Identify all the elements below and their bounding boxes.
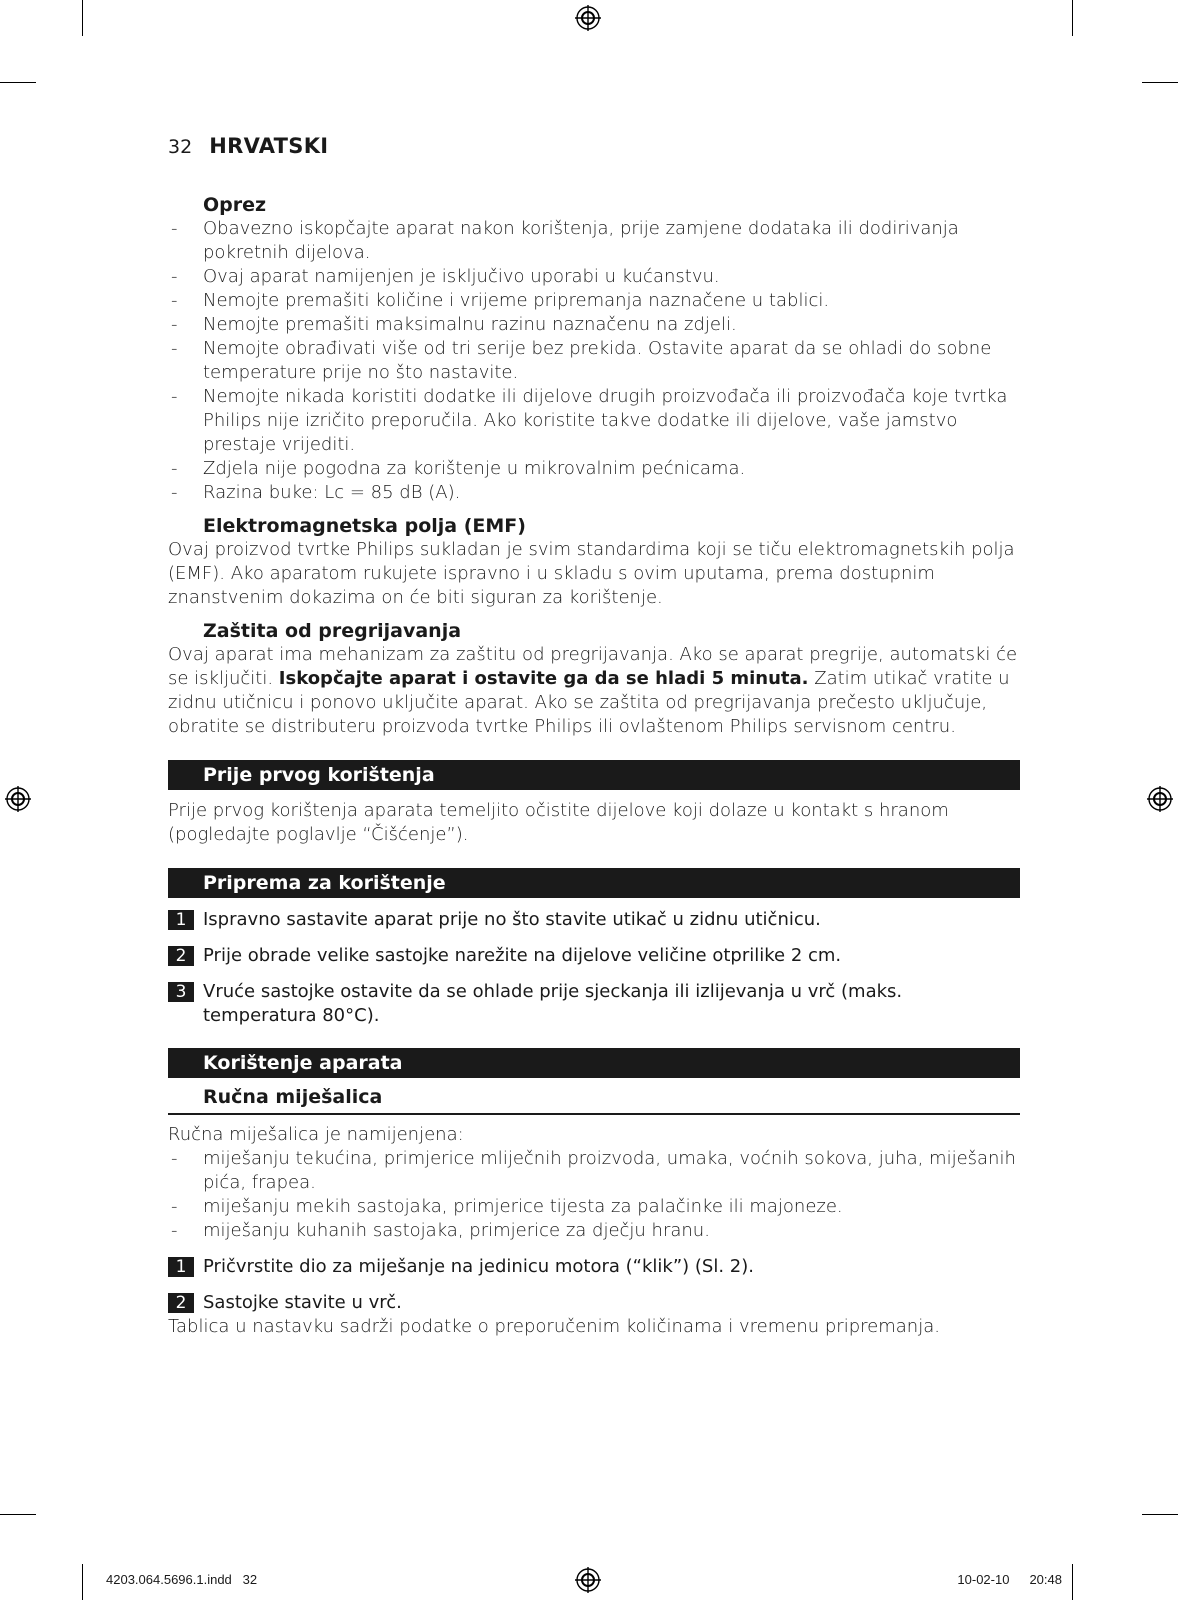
list-item: - miješanju mekih sastojaka, primjerice tijesta za palačinke ili majoneze. (171, 1196, 843, 1217)
step-number: 1 (168, 1257, 194, 1277)
step-item: 3 Vruće sastojke ostavite da se ohlade prije sjeckanja ili izlijevanja u vrč (maks. temperatura 80°C). (168, 980, 1020, 1028)
crop-mark (0, 82, 36, 83)
list-item: - miješanju tekućina, primjerice mliječnih proizvoda, umaka, voćnih sokova, juha, miješanih pića, frapea. (171, 1148, 1016, 1193)
overheat-title: Zaštita od pregrijavanja (203, 620, 462, 642)
registration-mark-icon (575, 1567, 601, 1593)
usage-list (168, 1147, 1020, 1243)
step-number: 2 (168, 1293, 194, 1313)
section-bar-preparation: Priprema za korištenje (168, 868, 1020, 898)
crop-mark (0, 1514, 36, 1515)
step-item: 1 Ispravno sastavite aparat prije no što stavite utikač u zidnu utičnicu. (168, 908, 1020, 932)
list-item: - Razina buke: Lc = 85 dB (A). (171, 482, 461, 503)
emf-title: Elektromagnetska polja (EMF) (203, 515, 526, 537)
list-item: - Ovaj aparat namijenjen je isključivo uporabi u kućanstvu. (171, 266, 720, 287)
list-item: - Obavezno iskopčajte aparat nakon korištenja, prije zamjene dodataka ili dodirivanja pokretnih dijelova. (171, 218, 959, 263)
list-item: - Nemojte premašiti količine i vrijeme pripremanja naznačene u tablici. (171, 290, 830, 311)
caution-title: Oprez (203, 194, 267, 216)
step-number: 2 (168, 946, 194, 966)
list-item: - Nemojte nikada koristiti dodatke ili dijelove drugih proizvođača ili proizvođača koje tvrtka Philips nije izričito preporučila. Ako koristite takve dodatke ili dijelove, vaše jamstvo prestaje vrijediti. (171, 386, 1008, 455)
crop-mark (1072, 0, 1073, 36)
footer-date-value: 10-02-10 (957, 1572, 1010, 1587)
list-item: - miješanju kuhanih sastojaka, primjerice za dječju hranu. (171, 1220, 710, 1241)
step-item: 2 Prije obrade velike sastojke narežite na dijelove veličine otprilike 2 cm. (168, 944, 1020, 968)
footer-time-value: 20:48 (1029, 1572, 1062, 1587)
crop-mark (1072, 1564, 1073, 1600)
section-bar-first-use: Prije prvog korištenja (168, 760, 1020, 790)
overheat-text: Ovaj aparat ima mehanizam za zaštitu od pregrijavanja. Ako se aparat pregrije, automatski će se isključiti. Iskopčajte aparat i ostavite ga da se hladi 5 minuta. Zatim utikač vratite u zidnu utičnicu i ponovo uključite aparat. Ako se zaštita od pregrijavanja prečesto uključuje, obratite se distributeru proizvoda tvrtke Philips ili ovlaštenom Philips servisnom centru. (168, 644, 1018, 737)
list-item: - Nemojte obrađivati više od tri serije bez prekida. Ostavite aparat da se ohladi do sobne temperature prije no što nastavite. (171, 338, 992, 383)
caution-list (168, 217, 1020, 505)
step-item: 1 Pričvrstite dio za miješanje na jedinicu motora (“klik”) (Sl. 2). (168, 1255, 1020, 1279)
crop-mark (82, 1564, 83, 1600)
crop-mark (1142, 1514, 1178, 1515)
first-use-text: Prije prvog korištenja aparata temeljito očistite dijelove koji dolaze u kontakt s hranom (pogledajte poglavlje “Čišćenje”). (168, 800, 949, 845)
step-item: 2 Sastojke stavite u vrč. (168, 1291, 1020, 1315)
page-header (168, 134, 328, 162)
crop-mark (82, 0, 83, 36)
section-bar-usage: Korištenje aparata (168, 1048, 1020, 1078)
footer-file-name: 4203.064.5696.1.indd 32 (106, 1572, 258, 1587)
page-number: 32 (168, 136, 193, 158)
crop-mark (1142, 82, 1178, 83)
emf-text: Ovaj proizvod tvrtke Philips sukladan je svim standardima koji se tiču elektromagnetskih polja (EMF). Ako aparatom rukujete ispravno i u skladu s ovim uputama, prema dostupnim znanstvenim dokazima on će biti siguran za korištenje. (168, 539, 1015, 608)
usage-intro: Ručna miješalica je namijenjena: (168, 1124, 464, 1145)
usage-subtitle: Ručna miješalica (168, 1086, 1020, 1115)
page-language: HRVATSKI (209, 134, 329, 158)
page-content (168, 194, 1020, 1339)
registration-mark-icon (575, 5, 601, 31)
list-item: - Nemojte premašiti maksimalnu razinu naznačenu na zdjeli. (171, 314, 737, 335)
step-number: 3 (168, 982, 194, 1002)
registration-mark-icon (1147, 786, 1173, 812)
usage-note: Tablica u nastavku sadrži podatke o preporučenim količinama i vremenu pripremanja. (168, 1316, 940, 1337)
list-item: - Zdjela nije pogodna za korištenje u mikrovalnim pećnicama. (171, 458, 746, 479)
footer-date (957, 1572, 1062, 1587)
step-number: 1 (168, 910, 194, 930)
registration-mark-icon (5, 786, 31, 812)
